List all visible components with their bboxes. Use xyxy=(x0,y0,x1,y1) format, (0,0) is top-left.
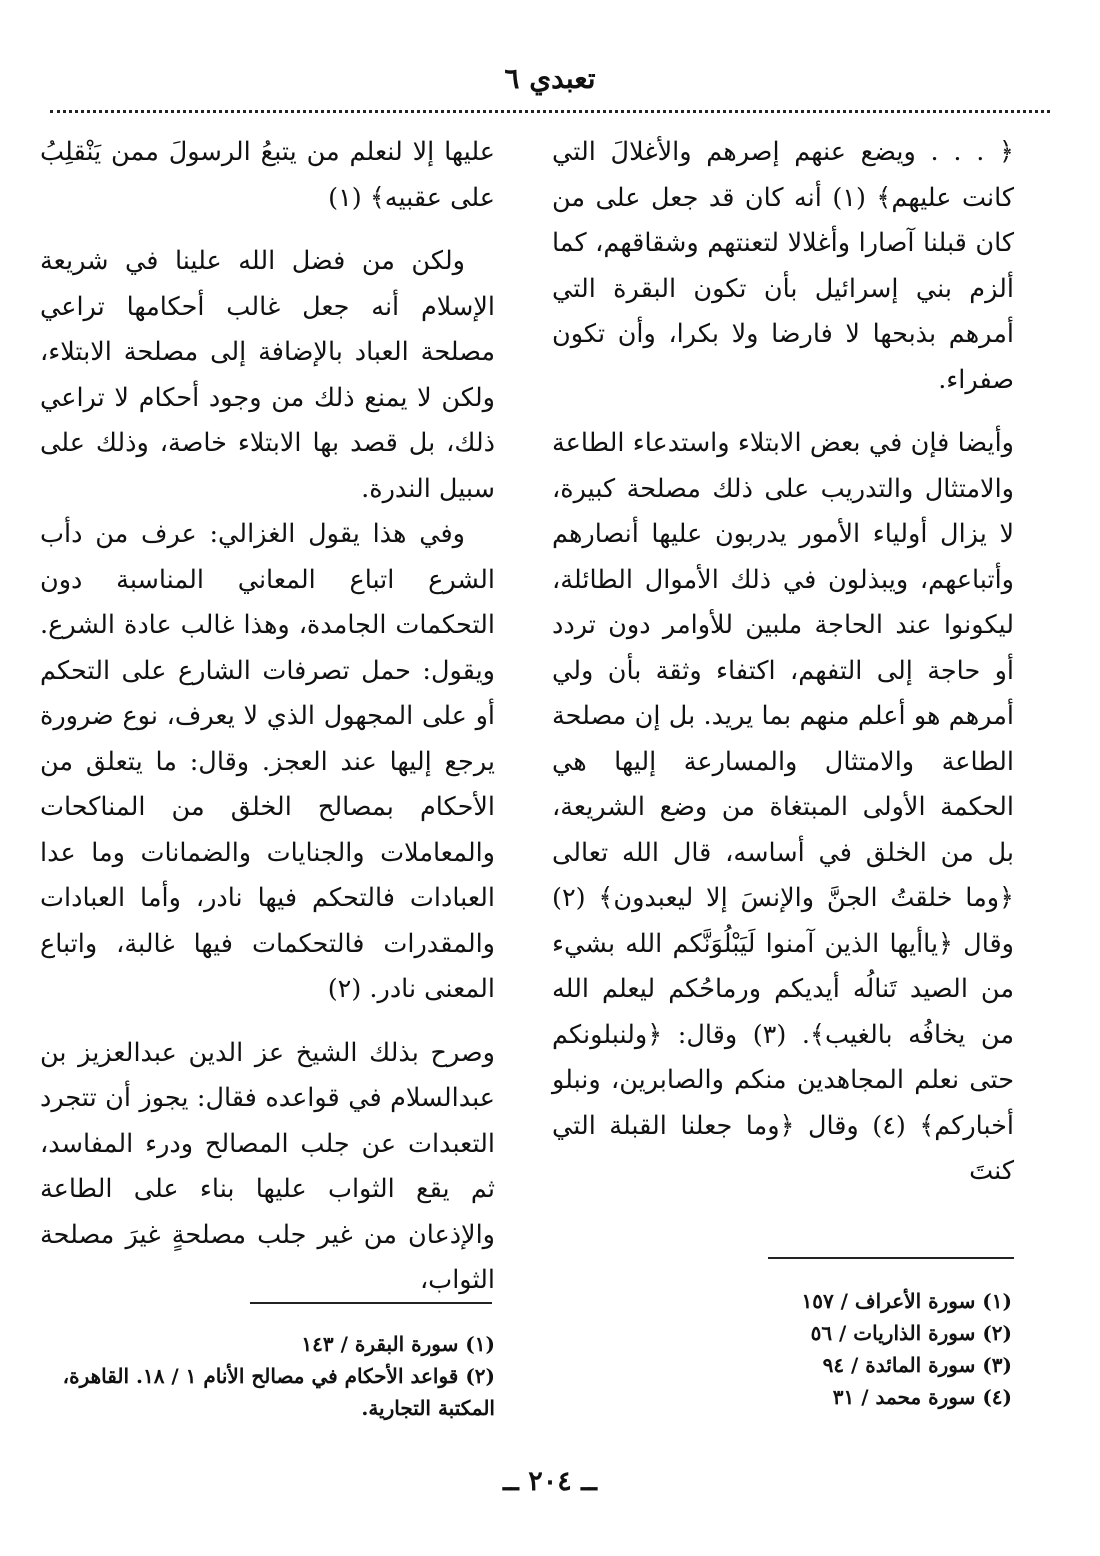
footnotes-left xyxy=(40,1328,495,1424)
body-paragraph: وفي هذا يقول الغزالي: عرف من دأب الشرع اتباع المعاني المناسبة دون التحكمات الجامدة، وهذا غالب عادة الشرع. ويقول: حمل تصرفات الشارع على التحكم أو على المجهول الذي لا يعرف، نوع ضرورة يرجع إليها عند العجز. وقال: ما يتعلق من الأحكام بمصالح الخلق من المناكحات والمعاملات والجنايات والضمانات وما عدا العبادات فالتحكم فيها نادر، وأما العبادات والمقدرات فالتحكمات فيها غالبة، واتباع المعنى نادر. (٢) xyxy=(40,519,495,1004)
running-header-title: تعبدي ٦ xyxy=(504,62,596,95)
footnote: (١) سورة الأعراف / ١٥٧ xyxy=(801,1289,1012,1313)
body-paragraph: وصرح بذلك الشيخ عز الدين عبدالعزيز بن عبدالسلام في قواعده فقال: يجوز أن تتجرد التعبدات عن جلب المصالح ودرء المفاسد، ثم يقع الثواب عليها بناء على الطاعة والإذعان من غير جلب مصلحةٍ غيرَ مصلحة الثواب، xyxy=(40,1037,495,1295)
footnotes-right xyxy=(620,1285,1012,1413)
footnote: (٢) سورة الذاريات / ٥٦ xyxy=(810,1321,1012,1345)
body-paragraph: ولكن من فضل الله علينا في شريعة الإسلام أنه جعل غالب أحكامها تراعي مصلحة العباد بالإضافة إلى مصلحة الابتلاء، ولكن لا يمنع ذلك من وجود أحكام لا تراعي ذلك، بل قصد بها الابتلاء خاصة، وذلك على سبيل الندرة. xyxy=(40,246,495,504)
footnote-divider-left xyxy=(250,1302,492,1304)
footnote: (٢) قواعد الأحكام في مصالح الأنام ١ / ١٨. القاهرة، المكتبة التجارية. xyxy=(62,1364,495,1420)
right-text-column xyxy=(552,130,1014,1195)
left-text-column xyxy=(40,130,495,1304)
footnote: (١) سورة البقرة / ١٤٣ xyxy=(301,1332,495,1356)
page-number: ــ ٢٠٤ ــ xyxy=(503,1466,597,1497)
body-paragraph: ﴿ . . . ويضع عنهم إصرهم والأغلالَ التي كانت عليهم﴾ (١) أنه كان قد جعل على من كان قبلنا آصارا وأغلالا لتعنتهم وشقاقهم، كما ألزم بني إسرائيل بأن تكون البقرة التي أمرهم بذبحها لا فارضا ولا بكرا، وأن تكون صفراء. xyxy=(552,137,1014,395)
body-paragraph: وأيضا فإن في بعض الابتلاء واستدعاء الطاعة والامتثال والتدريب على ذلك مصلحة كبيرة، لا يزال أولياء الأمور يدربون عليها أنصارهم وأتباعهم، ويبذلون في ذلك الأموال الطائلة، ليكونوا عند الحاجة ملبين للأوامر دون تردد أو حاجة إلى التفهم، اكتفاء وثقة بأن ولي أمرهم هو أعلم منهم بما يريد. بل إن مصلحة الطاعة والامتثال والمسارعة إليها هي الحكمة الأولى المبتغاة من وضع الشريعة، بل من الخلق في أساسه، قال الله تعالى ﴿وما خلقتُ الجنَّ والإنسَ إلا ليعبدون﴾ (٢) وقال ﴿ياأيها الذين آمنوا لَيَبْلُوَنَّكم الله بشيء من الصيد تَنالُه أيديكم ورماحُكم ليعلم الله من يخافُه بالغيب﴾. (٣) وقال: ﴿ولنبلونكم حتى نعلم المجاهدين منكم والصابرين، ونبلو أخباركم﴾ (٤) وقال ﴿وما جعلنا القبلة التي كنتَ xyxy=(552,428,1015,1186)
footnote: (٤) سورة محمد / ٣١ xyxy=(832,1385,1012,1409)
footnote: (٣) سورة المائدة / ٩٤ xyxy=(822,1353,1012,1377)
footnote-divider-right xyxy=(768,1257,1014,1259)
header-dotted-divider xyxy=(50,110,1050,113)
body-paragraph: عليها إلا لنعلم من يتبعُ الرسولَ ممن يَنْقلِبُ على عقبيه﴾ (١) xyxy=(40,137,495,213)
